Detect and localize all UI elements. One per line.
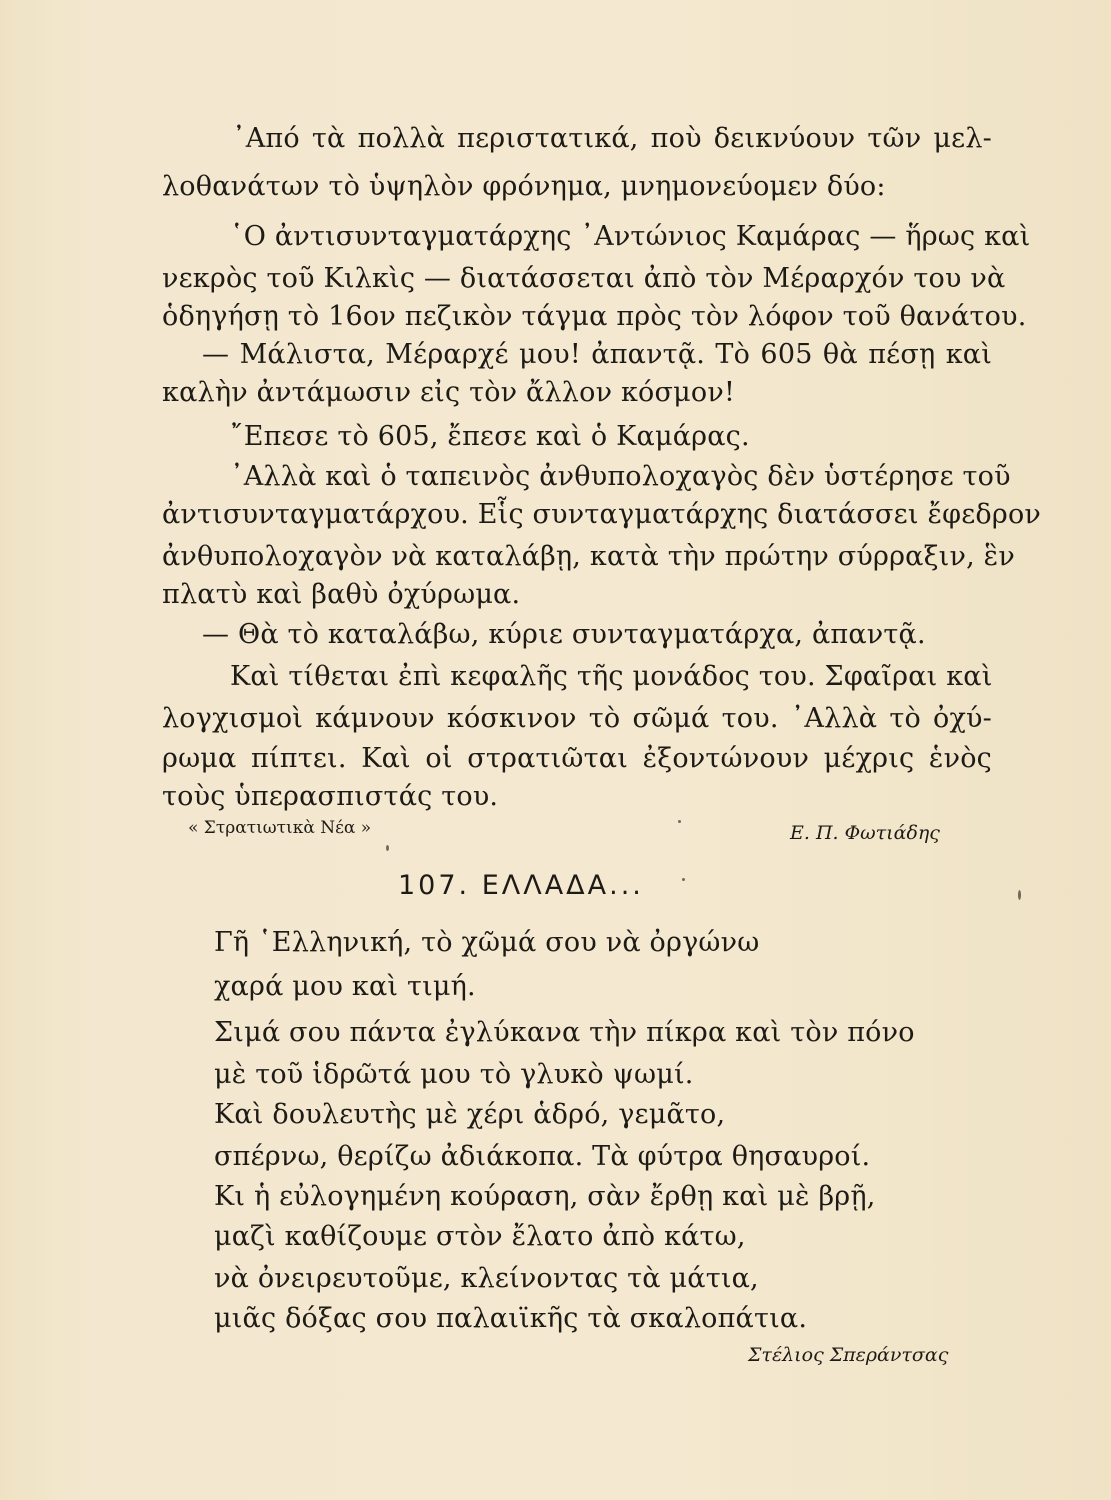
- poem-line: Γῆ ῾Ελληνική, τὸ χῶμά σου νὰ ὀργώνω: [214, 927, 760, 958]
- prose-line: τοὺς ὑπερασπιστάς του.: [162, 781, 499, 812]
- ink-speck: [1018, 890, 1021, 900]
- prose-line: ἀντισυνταγματάρχου. Εἷς συνταγματάρχης διατάσσει ἔφεδρον: [162, 499, 1042, 530]
- ink-speck: [678, 820, 681, 823]
- prose-line: ᾿Από τὰ πολλὰ περιστατικά, ποὺ δεικνύουν τῶν μελ-: [232, 123, 992, 154]
- poem-line: μιᾶς δόξας σου παλαιϊκῆς τὰ σκαλοπάτια.: [214, 1303, 808, 1334]
- prose-line: ἀνθυπολοχαγὸν νὰ καταλάβῃ, κατὰ τὴν πρώτην σύρραξιν, ἓν: [162, 541, 1015, 572]
- prose-line: πλατὺ καὶ βαθὺ ὀχύρωμα.: [162, 579, 521, 610]
- prose-line: νεκρὸς τοῦ Κιλκὶς — διατάσσεται ἀπὸ τὸν Μέραρχόν του νὰ: [162, 263, 1006, 294]
- poem-line: σπέρνω, θερίζω ἀδιάκοπα. Τὰ φύτρα θησαυροί.: [214, 1141, 871, 1172]
- prose-line: — Θὰ τὸ καταλάβω, κύριε συνταγματάρχα, ἀπαντᾷ.: [202, 619, 926, 650]
- prose-line: — Μάλιστα, Μέραρχέ μου! ἀπαντᾷ. Τὸ 605 θὰ πέσῃ καὶ: [202, 339, 992, 370]
- prose-line: ρωμα πίπτει. Καὶ οἱ στρατιῶται ἐξοντώνουν μέχρις ἑνὸς: [162, 743, 992, 774]
- poem-title: 107. ΕΛΛΑΔΑ...: [398, 870, 644, 901]
- prose-line: ᾿Αλλὰ καὶ ὁ ταπεινὸς ἀνθυπολοχαγὸς δὲν ὑστέρησε τοῦ: [230, 461, 1011, 492]
- ink-speck: [682, 878, 685, 881]
- poem-line: χαρά μου καὶ τιμή.: [214, 971, 476, 1002]
- prose-line: ῎Επεσε τὸ 605, ἔπεσε καὶ ὁ Καμάρας.: [230, 421, 750, 452]
- poem-author: Στέλιος Σπεράντσας: [748, 1344, 949, 1366]
- poem-line: μαζὶ καθίζουμε στὸν ἔλατο ἀπὸ κάτω,: [214, 1221, 746, 1252]
- prose-line: Καὶ τίθεται ἐπὶ κεφαλῆς τῆς μονάδος του. Σφαῖραι καὶ: [230, 661, 993, 692]
- prose-author: Ε. Π. Φωτιάδης: [790, 822, 940, 844]
- poem-line: νὰ ὀνειρευτοῦμε, κλείνοντας τὰ μάτια,: [214, 1263, 759, 1294]
- prose-line: ῾Ο ἀντισυνταγματάρχης ᾿Αντώνιος Καμάρας — ἥρως καὶ: [230, 221, 1031, 252]
- poem-line: Καὶ δουλευτὴς μὲ χέρι ἁδρό, γεμᾶτο,: [214, 1099, 726, 1130]
- prose-line: καλὴν ἀντάμωσιν εἰς τὸν ἄλλον κόσμον!: [162, 377, 735, 408]
- prose-line: λοθανάτων τὸ ὑψηλὸν φρόνημα, μνημονεύομεν δύο:: [162, 171, 886, 202]
- prose-line: λογχισμοὶ κάμνουν κόσκινον τὸ σῶμά του. ᾿Αλλὰ τὸ ὀχύ-: [162, 703, 992, 734]
- ink-speck: [386, 845, 389, 851]
- poem-line: Σιμά σου πάντα ἐγλύκανα τὴν πίκρα καὶ τὸν πόνο: [214, 1017, 915, 1048]
- prose-line: ὁδηγήσῃ τὸ 16ον πεζικὸν τάγμα πρὸς τὸν λόφον τοῦ θανάτου.: [162, 301, 1027, 332]
- poem-line: Κι ἡ εὐλογημένη κούραση, σὰν ἔρθῃ καὶ μὲ βρῇ,: [214, 1181, 876, 1212]
- poem-line: μὲ τοῦ ἱδρῶτά μου τὸ γλυκὸ ψωμί.: [214, 1059, 694, 1090]
- source-citation: « Στρατιωτικὰ Νέα »: [188, 818, 372, 838]
